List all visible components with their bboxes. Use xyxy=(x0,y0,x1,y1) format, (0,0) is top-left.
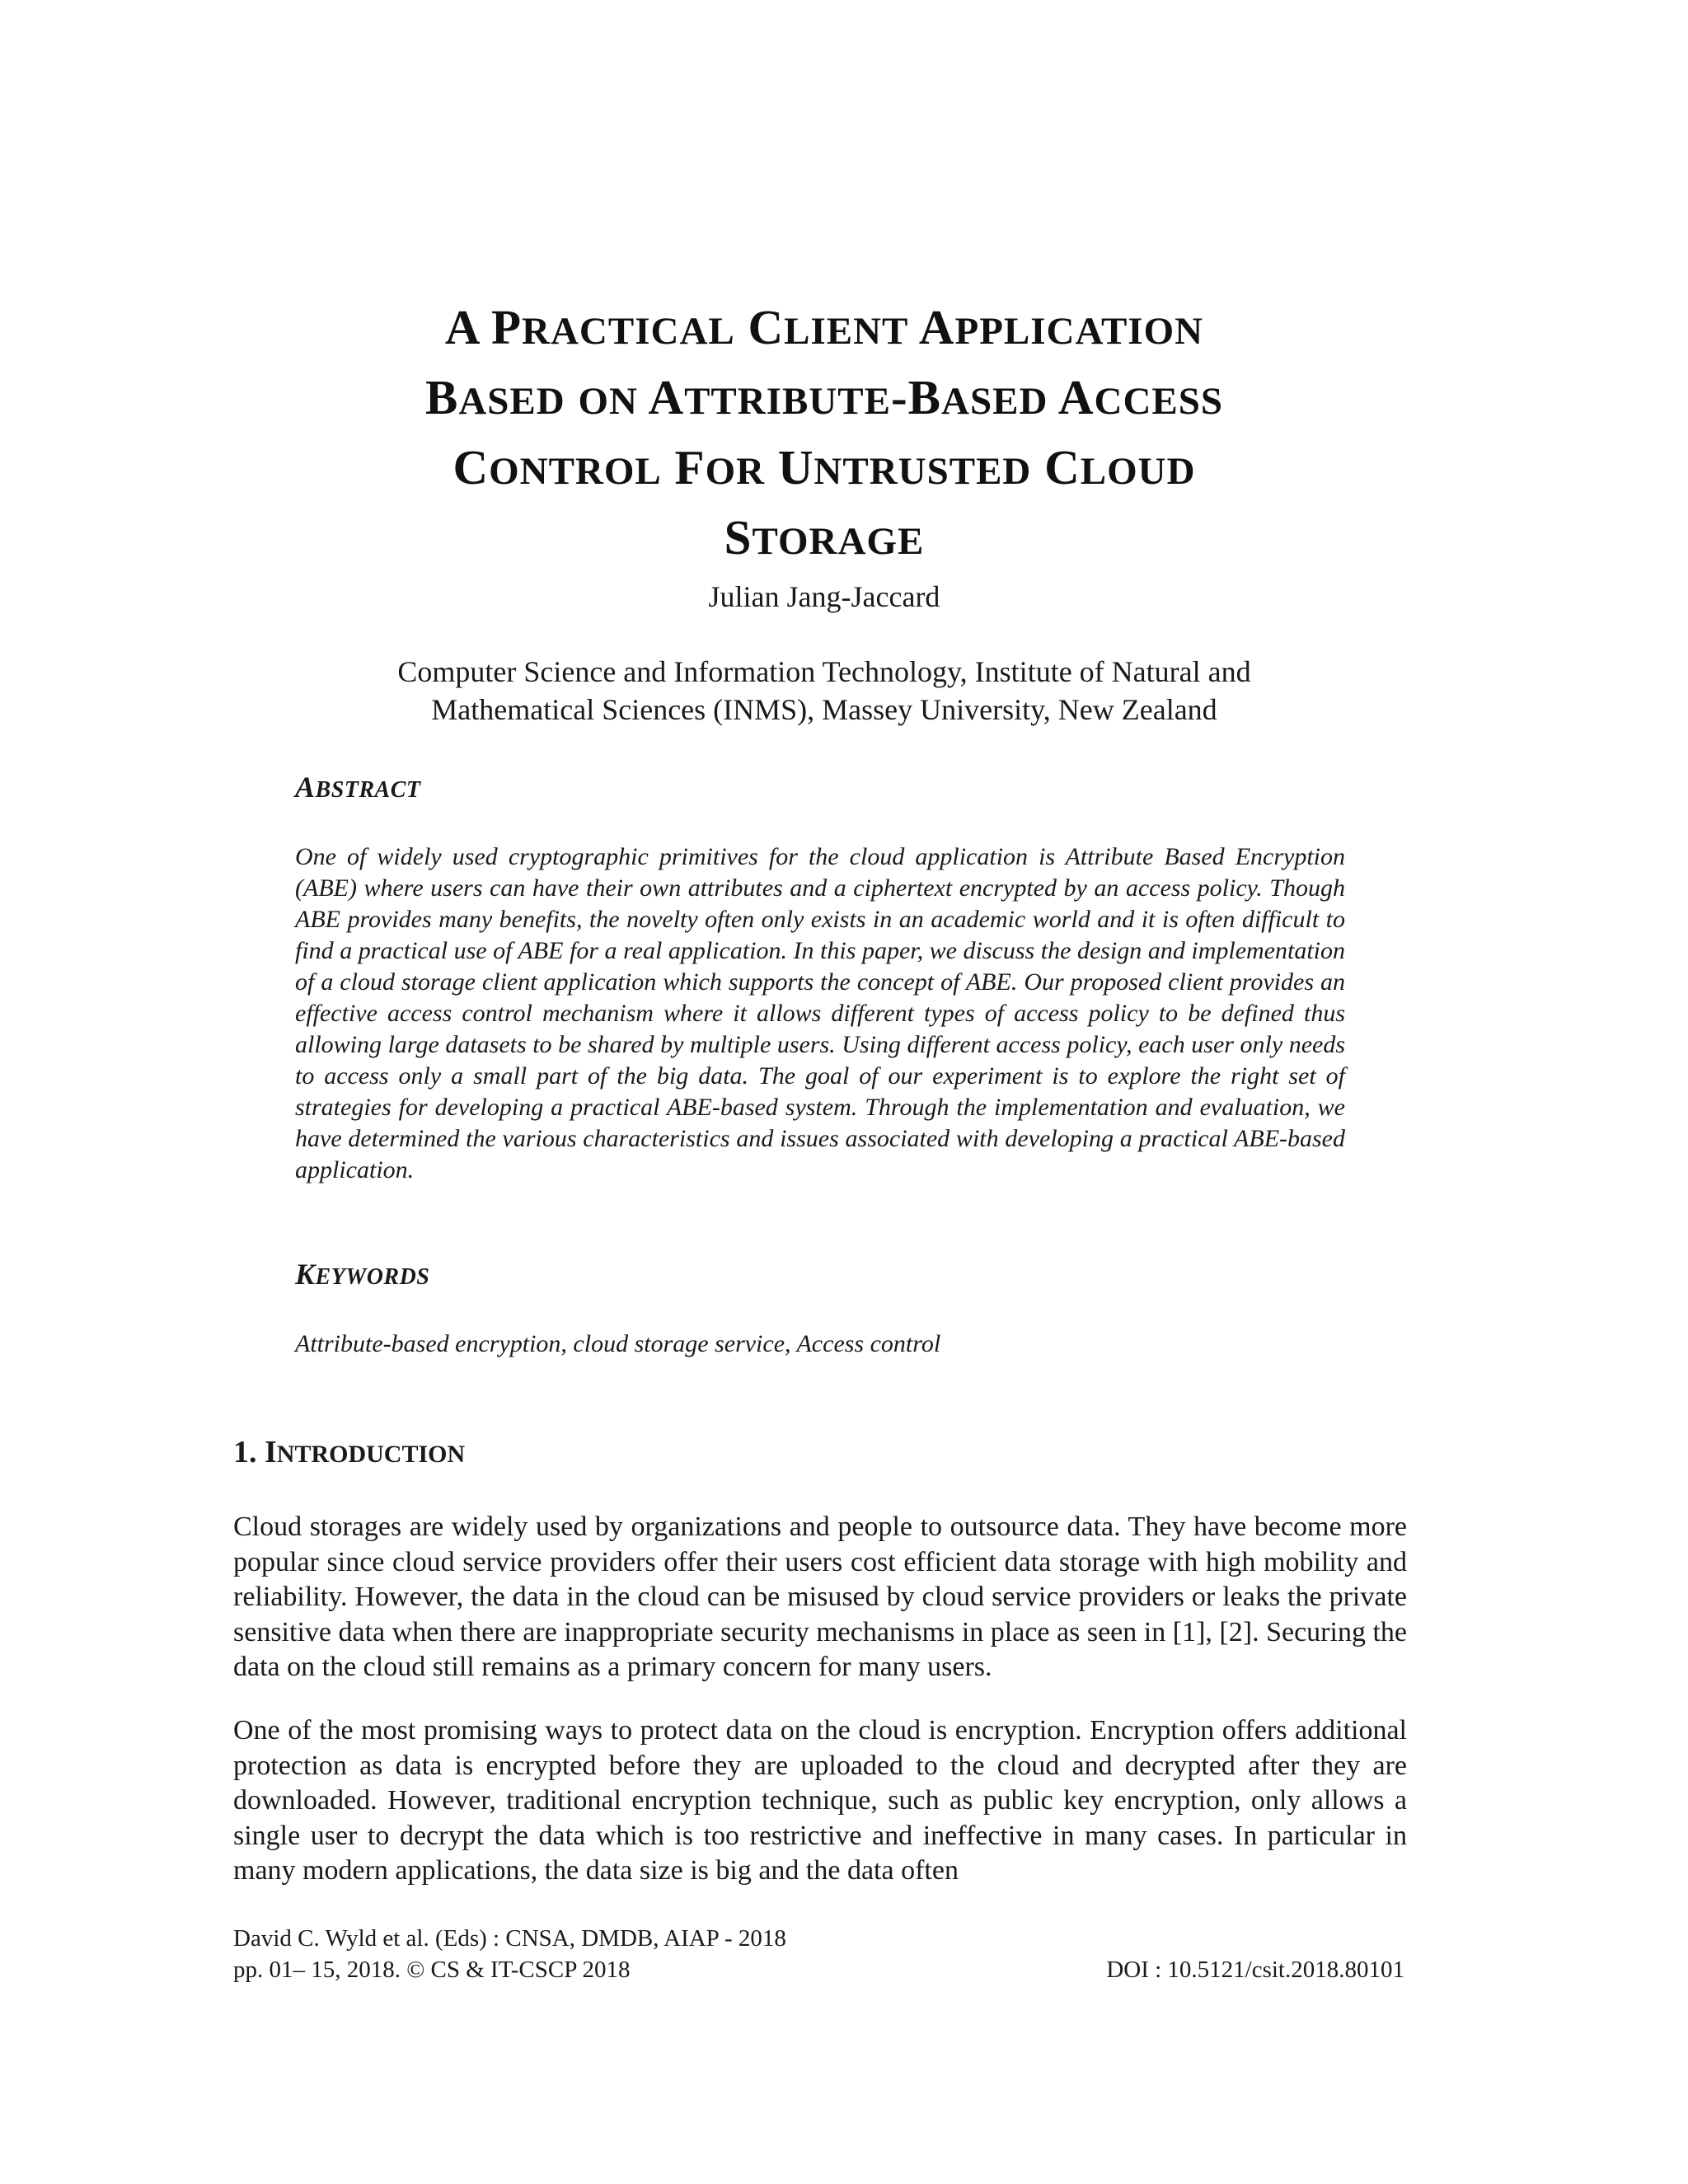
title-word: LIENT xyxy=(784,310,909,353)
title-word: S xyxy=(724,510,753,565)
title-word: B xyxy=(424,370,459,424)
title-word: RACTICAL xyxy=(522,310,735,353)
title-word: C xyxy=(1044,440,1081,494)
title-line-4 xyxy=(272,504,1376,574)
title-word: PPLICATION xyxy=(954,310,1204,353)
title-line-1 xyxy=(272,294,1376,364)
title-word: C xyxy=(748,300,785,354)
author-affiliation xyxy=(247,653,1401,729)
title-word: F xyxy=(674,440,706,494)
title-line-2: BASED ON ATTRIBUTE-BASED ACCESS xyxy=(424,370,1224,424)
title-word: ASED xyxy=(458,380,565,423)
intro-paragraph-2: One of the most promising ways to protect data on the cloud is encryption. Encryption offers additional protection as data is encrypted before they are uploaded to the cloud and decrypted after they are downloaded. However, traditional encryption technique, such as public key encryption, only allows a single user to decrypt the data which is too restrictive and ineffective in many cases. In particular in many modern applications, the data size is big and the data often xyxy=(233,1715,1407,1886)
title-word: U xyxy=(777,440,814,494)
title-word: C xyxy=(452,440,490,494)
title-word: TTRIBUTE xyxy=(684,380,891,423)
title-word: NTRUSTED xyxy=(814,450,1032,493)
footer-pages: pp. 01– 15, 2018. © CS & IT-CSCP 2018 xyxy=(233,1957,631,1983)
title-word: OR xyxy=(705,450,766,493)
abstract-heading: ABSTRACT xyxy=(295,771,421,804)
title-word: ONTROL xyxy=(489,450,662,493)
keywords-heading: KEYWORDS xyxy=(295,1258,430,1291)
footer-doi: DOI : 10.5121/csit.2018.80101 xyxy=(1106,1957,1404,1983)
introduction-heading: 1. INTRODUCTION xyxy=(233,1435,466,1469)
title-word: B xyxy=(907,370,942,424)
abstract-text: One of widely used cryptographic primitives for the cloud application is Attribute Based Encryption (ABE) where users can have their own attributes and a ciphertext encrypted by an access policy. Though ABE provides many benefits, the novelty often only exists in an academic world and it is often difficult to find a practical use of ABE for a real application. In this paper, we discuss the design and implementation of a cloud storage client application which supports the concept of ABE. Our proposed client provides an effective access control mechanism where it allows different types of access policy to be defined thus allowing large datasets to be shared by multiple users. Using different access policy, each user only needs to access only a small part of the big data. The goal of our experiment is to explore the right set of strategies for developing a practical ABE-based system. Through the implementation and evaluation, we have determined the various characteristics and issues associated with developing a practical ABE-based application. xyxy=(295,843,1345,1183)
footer-citation xyxy=(233,1923,786,1985)
title-word: P xyxy=(491,300,523,354)
paper-title xyxy=(272,294,1376,574)
title-line-3 xyxy=(272,434,1376,504)
author-name: Julian Jang-Jaccard xyxy=(708,580,940,613)
title-word: ASED xyxy=(941,380,1048,423)
title-word: A xyxy=(648,370,685,424)
title-word: A xyxy=(918,300,955,354)
title-word: LOUD xyxy=(1080,450,1196,493)
title-word: ON xyxy=(578,380,638,423)
title-word: A xyxy=(444,300,479,354)
title-word: CCESS xyxy=(1094,380,1224,423)
affiliation-line: Computer Science and Information Technology, Institute of Natural and xyxy=(397,655,1251,688)
footer-editors: David C. Wyld et al. (Eds) : CNSA, DMDB, AIAP - 2018 xyxy=(233,1925,786,1952)
affiliation-line: Mathematical Sciences (INMS), Massey University, New Zealand xyxy=(431,693,1217,726)
title-word: A xyxy=(1057,370,1095,424)
keywords-text: Attribute-based encryption, cloud storage service, Access control xyxy=(295,1330,941,1357)
title-word: TORAGE xyxy=(752,520,925,563)
intro-paragraph-1: Cloud storages are widely used by organizations and people to outsource data. They have become more popular since cloud service providers offer their users cost efficient data storage with high mobility and reliability. However, the data in the cloud can be misused by cloud service providers or leaks the private sensitive data when there are inappropriate security mechanisms in place as seen in [1], [2]. Securing the data on the cloud still remains as a primary concern for many users. xyxy=(233,1511,1407,1682)
